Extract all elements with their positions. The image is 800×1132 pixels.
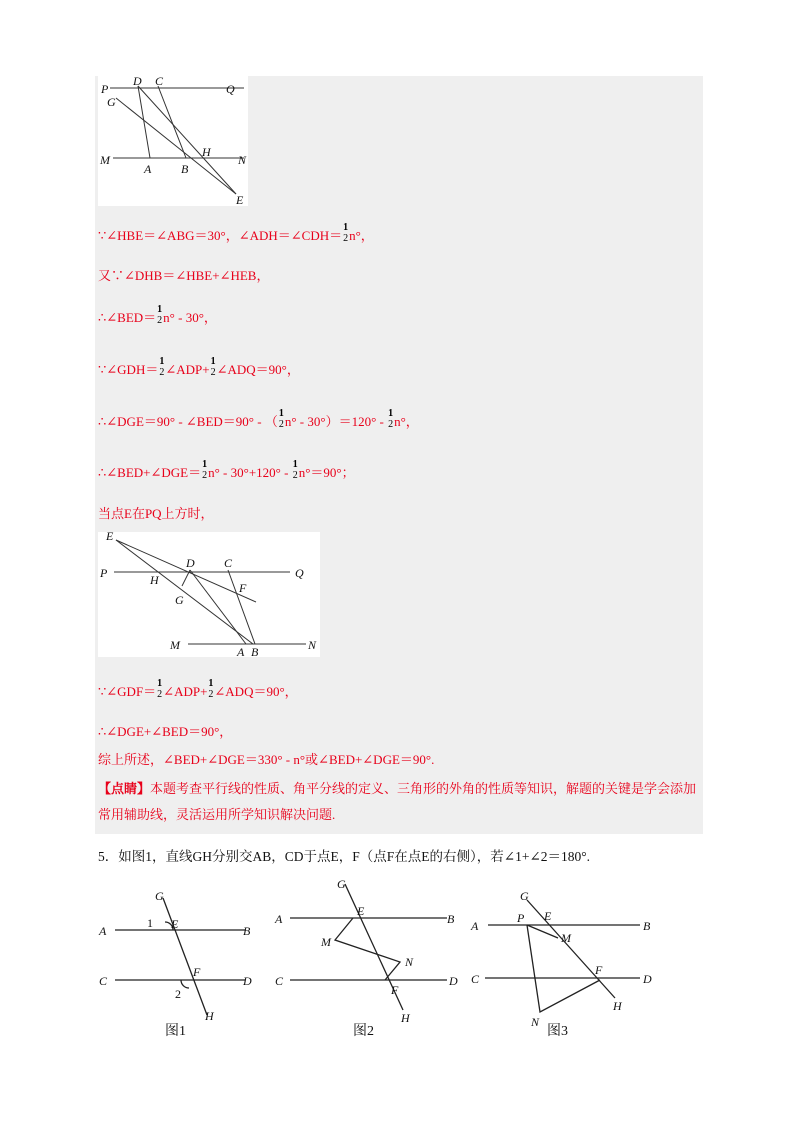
text-segment: ∴∠DGE+∠BED＝90°， <box>98 724 233 739</box>
fraction-denominator: 2 <box>159 367 165 378</box>
fraction-numerator: 1 <box>208 678 214 689</box>
fraction <box>159 356 164 378</box>
fraction <box>343 222 348 244</box>
text-segment: ∵∠GDH＝ <box>98 361 159 377</box>
fig2-label-f: F <box>391 983 399 997</box>
segment-da <box>190 570 246 644</box>
solution-line-9 <box>98 724 232 740</box>
figure-top-svg <box>98 76 248 206</box>
segment-de <box>138 86 236 194</box>
text-segment: n° - 30°， <box>163 309 217 325</box>
question-text: 5．如图1，直线GH分别交AB，CD于点E，F（点F在点E的右侧），若∠1+∠2＝180°. <box>98 849 591 864</box>
solution-line-3 <box>98 304 217 330</box>
label-b: B <box>251 645 259 657</box>
label-e: E <box>106 532 114 543</box>
fraction-numerator: 1 <box>278 408 284 419</box>
fraction-denominator: 2 <box>208 689 214 700</box>
fig2-label-a: A <box>275 912 283 926</box>
fraction-numerator: 1 <box>388 408 394 419</box>
text-segment: 当点E在PQ上方时， <box>98 506 214 521</box>
solution-line-4 <box>98 356 300 382</box>
fraction-denominator: 2 <box>388 419 394 430</box>
label-m: M <box>100 153 110 167</box>
fraction-denominator: 2 <box>210 367 216 378</box>
fraction-numerator: 1 <box>159 356 165 367</box>
label-a: A <box>237 645 245 657</box>
figure-middle-svg <box>98 532 320 657</box>
label-c: C <box>155 76 164 88</box>
text-segment: ∠ADP+ <box>163 683 208 699</box>
text-segment: 又∵∠DHB＝∠HBE+∠HEB， <box>98 268 270 283</box>
key-point-tag: 【点睛】 <box>98 781 151 796</box>
solution-line-10 <box>98 752 434 768</box>
segment-ge <box>116 98 236 194</box>
figure-top <box>98 76 248 206</box>
text-segment: n° - 30°）＝120° - <box>284 413 388 429</box>
fraction-denominator: 2 <box>343 233 349 244</box>
fig1-label-1: 1 <box>147 916 153 930</box>
fig1-label-b: B <box>243 924 251 938</box>
solution-line-7 <box>98 506 214 522</box>
fig3-label-e: E <box>544 909 552 923</box>
fig3-label-h: H <box>613 999 622 1013</box>
label-p: P <box>100 566 108 580</box>
text-segment: n° - 30°+120° - <box>208 464 292 480</box>
key-point-note <box>98 776 698 828</box>
fraction-denominator: 2 <box>202 470 208 481</box>
label-m: M <box>170 638 180 652</box>
fig3-lines <box>485 900 640 1012</box>
fraction <box>279 408 284 430</box>
text-segment: n°， <box>394 413 419 429</box>
fig2-caption: 图2 <box>353 1024 374 1039</box>
fraction <box>202 459 207 481</box>
solution-line-1 <box>98 222 374 248</box>
fraction <box>157 304 162 326</box>
text-segment: ∠ADQ＝90°， <box>216 361 300 377</box>
fig1-label-f: F <box>193 965 201 979</box>
fig2-label-h: H <box>401 1011 410 1025</box>
fig2-label-b: B <box>447 912 455 926</box>
text-segment: ∵∠GDF＝ <box>98 683 157 699</box>
solution-line-8 <box>98 678 298 704</box>
fig3-caption: 图3 <box>547 1024 568 1039</box>
label-h: H <box>150 573 159 587</box>
fig1-label-g: G <box>155 889 164 903</box>
label-d: D <box>186 556 195 570</box>
label-g: G <box>107 95 116 109</box>
label-q: Q <box>226 82 235 96</box>
text-segment: ∴∠DGE＝90° - ∠BED＝90° - （ <box>98 413 278 429</box>
fraction-denominator: 2 <box>157 315 163 326</box>
fig2-label-e: E <box>357 904 365 918</box>
fraction-numerator: 1 <box>210 356 216 367</box>
text-segment: ∴∠BED＝ <box>98 309 157 325</box>
key-point-text: 本题考查平行线的性质、角平分线的定义、三角形的外角的性质等知识，解题的关键是学会添加常用辅助线，灵活运用所学知识解决问题. <box>98 781 697 822</box>
fraction-numerator: 1 <box>292 459 298 470</box>
figure-bottom-svg <box>95 870 695 1040</box>
question-5 <box>98 845 590 865</box>
label-n: N <box>238 153 247 167</box>
solution-line-6 <box>98 459 355 485</box>
fraction <box>208 678 213 700</box>
fraction <box>211 356 216 378</box>
solution-line-2 <box>98 268 269 284</box>
fig3-label-f: F <box>595 963 603 977</box>
text-segment: ∴∠BED+∠DGE＝ <box>98 464 202 480</box>
fraction-denominator: 2 <box>157 689 163 700</box>
text-segment: n°＝90°； <box>298 464 355 480</box>
label-n: N <box>308 638 317 652</box>
text-segment: 综上所述，∠BED+∠DGE＝330° - n°或∠BED+∠DGE＝90°. <box>98 752 435 767</box>
label-q: Q <box>295 566 304 580</box>
fraction <box>388 408 393 430</box>
fraction-denominator: 2 <box>292 470 298 481</box>
fraction-numerator: 1 <box>157 678 163 689</box>
fig2-label-g: G <box>337 877 346 891</box>
fraction-numerator: 1 <box>202 459 208 470</box>
label-f: F <box>239 581 247 595</box>
fig1-label-d: D <box>243 974 252 988</box>
fig3-label-c: C <box>471 972 480 986</box>
label-g: G <box>175 593 184 607</box>
fig2-label-d: D <box>449 974 458 988</box>
fig1-label-2: 2 <box>175 987 181 1001</box>
fraction-numerator: 1 <box>157 304 163 315</box>
label-b: B <box>181 162 189 176</box>
segment-cb <box>158 86 186 158</box>
figure-middle <box>98 532 320 657</box>
fig3-label-p: P <box>517 911 525 925</box>
text-segment: ∵∠HBE＝∠ABG＝30°，∠ADH＝∠CDH＝ <box>98 227 343 243</box>
text-segment: ∠ADP+ <box>165 361 210 377</box>
solution-line-5 <box>98 408 419 434</box>
fig3-label-a: A <box>471 919 479 933</box>
figure-bottom <box>95 870 695 1040</box>
fig3-label-m: M <box>561 931 571 945</box>
fraction-denominator: 2 <box>278 419 284 430</box>
label-c: C <box>224 556 233 570</box>
fig3-label-d: D <box>643 972 652 986</box>
fraction-numerator: 1 <box>343 222 349 233</box>
label-a: A <box>144 162 152 176</box>
fig1-label-a: A <box>99 924 107 938</box>
fraction <box>157 678 162 700</box>
fig1-label-h: H <box>205 1009 214 1023</box>
fig1-label-e: E <box>171 917 179 931</box>
label-p: P <box>101 82 109 96</box>
label-e: E <box>236 193 244 206</box>
label-d: D <box>133 76 142 88</box>
fig2-label-n: N <box>405 955 414 969</box>
fig3-label-b: B <box>643 919 651 933</box>
fig1-caption: 图1 <box>165 1024 186 1039</box>
fig3-label-n: N <box>531 1015 540 1029</box>
fig1-label-c: C <box>99 974 108 988</box>
fraction <box>293 459 298 481</box>
fig2-label-c: C <box>275 974 284 988</box>
text-segment: ∠ADQ＝90°， <box>214 683 298 699</box>
text-segment: n°， <box>349 227 374 243</box>
label-h: H <box>202 145 211 159</box>
fig2-lines <box>290 884 447 1010</box>
fig3-label-g: G <box>520 889 529 903</box>
fig2-label-m: M <box>321 935 331 949</box>
